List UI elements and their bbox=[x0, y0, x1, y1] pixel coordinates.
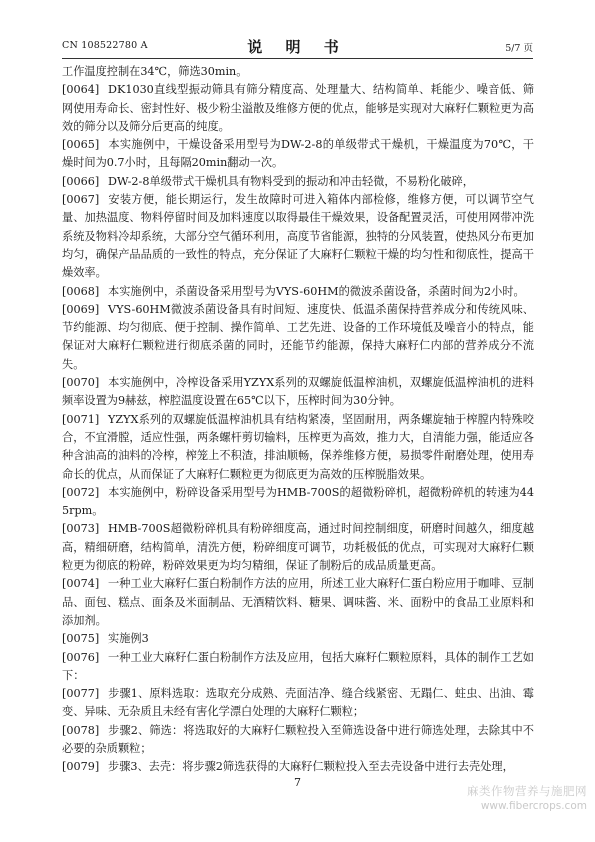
paragraph bbox=[62, 81, 534, 136]
paragraph bbox=[62, 63, 534, 81]
paragraph bbox=[62, 374, 534, 411]
paragraph-number: [0069] bbox=[62, 302, 100, 316]
paragraph-text: YZYX系列的双螺旋低温榨油机具有结构紧凑，坚固耐用，两条螺旋轴于榨膛内特殊咬合，不宜滑膛，适应性强，两条螺杆剪切输料，压榨更为高效，推力大，自清能力强，能适应各种含油高的油料的冷榨，榨笼上不积渣，排油顺畅，保养维修方便，易损零件耐磨处理，使用寿命长的优点，从而保证了大麻籽仁颗粒更为彻底更为高效的压榨脱脂效果。 bbox=[62, 412, 534, 481]
paragraph-number: [0068] bbox=[62, 284, 100, 298]
paragraph bbox=[62, 283, 534, 301]
paragraph bbox=[62, 520, 534, 575]
paragraph bbox=[62, 301, 534, 374]
paragraph bbox=[62, 722, 534, 759]
paragraph-text: 一种工业大麻籽仁蛋白粉制作方法及应用，包括大麻籽仁颗粒原料，具体的制作工艺如下： bbox=[62, 650, 534, 682]
paragraph-text: 一种工业大麻籽仁蛋白粉制作方法的应用，所述工业大麻籽仁蛋白粉应用于咖啡、豆制品、面包、糕点、面条及米面制品、无酒精饮料、糖果、调味酱、米、面粉中的食品工业原料和添加剂。 bbox=[62, 577, 534, 627]
paragraph bbox=[62, 484, 534, 521]
site-watermark bbox=[467, 784, 587, 814]
paragraph-number: [0076] bbox=[62, 650, 100, 664]
paragraph bbox=[62, 758, 534, 776]
paragraph bbox=[62, 575, 534, 630]
paragraph-number: [0077] bbox=[62, 687, 100, 701]
paragraph-number: [0065] bbox=[62, 138, 100, 152]
page-indicator: 5/7 页 bbox=[505, 43, 533, 54]
paragraph bbox=[62, 411, 534, 484]
paragraph bbox=[62, 191, 534, 282]
paragraph-number: [0079] bbox=[62, 760, 100, 774]
paragraph-text: 本实施例中，干燥设备采用型号为DW-2-8的单级带式干燥机，干燥温度为70℃，干燥时间为0.7小时，且每隔20min翻动一次。 bbox=[62, 138, 534, 170]
watermark-url: www.fibercrops.com bbox=[480, 800, 587, 812]
document-body bbox=[62, 63, 534, 777]
paragraph-text: 步骤3、去壳：将步骤2筛选获得的大麻籽仁颗粒投入至去壳设备中进行去壳处理， bbox=[108, 760, 514, 774]
paragraph-number: [0071] bbox=[62, 412, 100, 426]
paragraph-number: [0066] bbox=[62, 174, 100, 188]
paragraph-text: DK1030直线型振动筛具有筛分精度高、处理量大、结构简单、耗能少、噪音低、筛网使用寿命长、密封性好、极少粉尘溢散及维修方便的优点，能够是实现对大麻籽仁颗粒更为高效的筛分以及筛分后更高的纯度。 bbox=[62, 83, 534, 133]
paragraph-number: [0070] bbox=[62, 376, 100, 390]
paragraph-number: [0078] bbox=[62, 723, 100, 737]
paragraph-text: VYS-60HM微波杀菌设备具有时间短、速度快、低温杀菌保持营养成分和传统风味、节约能源、均匀彻底、便于控制、操作简单、工艺先进、设备的工作环境低及噪音小的特点，能保证对大麻籽仁颗粒进行彻底杀菌的同时，还能节约能源，保持大麻籽仁内部的营养成分不流失。 bbox=[62, 302, 534, 371]
paragraph-text: 实施例3 bbox=[108, 632, 149, 646]
paragraph bbox=[62, 685, 534, 722]
paragraph bbox=[62, 649, 534, 686]
paragraph-number: [0072] bbox=[62, 485, 100, 499]
paragraph bbox=[62, 136, 534, 173]
paragraph-text: 本实施例中，杀菌设备采用型号为VYS-60HM的微波杀菌设备，杀菌时间为2小时。 bbox=[108, 284, 525, 298]
paragraph-text: DW-2-8单级带式干燥机具有物料受到的振动和冲击轻微，不易粉化破碎， bbox=[108, 174, 474, 188]
paragraph-text: 工作温度控制在34℃，筛选30min。 bbox=[62, 65, 248, 78]
paragraph bbox=[62, 173, 534, 191]
paragraph-number: [0074] bbox=[62, 577, 100, 591]
document-title: 说 明 书 bbox=[247, 38, 348, 56]
paragraph-number: [0073] bbox=[62, 522, 100, 536]
page-number: 7 bbox=[294, 776, 301, 789]
header-divider bbox=[62, 58, 533, 59]
paragraph-number: [0064] bbox=[62, 83, 100, 97]
watermark-name: 麻类作物营养与施肥网 bbox=[467, 784, 587, 798]
paragraph-text: 本实施例中，冷榨设备采用YZYX系列的双螺旋低温榨油机，双螺旋低温榨油机的进料频率设置为9赫兹，榨腔温度设置在65℃以下，压榨时间为30分钟。 bbox=[62, 376, 534, 408]
paragraph-text: 安装方便，能长期运行，发生故障时可进入箱体内部检修，维修方便，可以调节空气量、加热温度、物料停留时间及加料速度以取得最佳干燥效果，设备配置灵活，可使用网带冲洗系统及物料冷却系统，大部分空气循环利用，高度节省能源，独特的分风装置，使热风分布更加均匀，确保产品品质的一致性的特点，充分保证了大麻籽仁颗粒干燥的均匀性和彻底性，提高干燥效率。 bbox=[62, 193, 534, 280]
paragraph-text: 本实施例中，粉碎设备采用型号为HMB-700S的超微粉碎机，超微粉碎机的转速为445rpm。 bbox=[62, 485, 534, 518]
paragraph-number: [0067] bbox=[62, 193, 100, 207]
patent-number: CN 108522780 A bbox=[62, 40, 148, 51]
paragraph bbox=[62, 630, 534, 648]
paragraph-text: 步骤2、筛选：将选取好的大麻籽仁颗粒投入至筛选设备中进行筛选处理，去除其中不必要的杂质颗粒； bbox=[62, 723, 534, 755]
paragraph-text: HMB-700S超微粉碎机具有粉碎细度高，通过时间控制细度，研磨时间越久，细度越高，精细研磨，结构简单，清洗方便，粉碎细度可调节，功耗极低的优点，可实现对大麻籽仁颗粒更为彻底的粉碎，粉碎效果更为均匀精细，保证了制粉后的成品质量更高。 bbox=[62, 522, 534, 573]
paragraph-text: 步骤1、原料选取：选取充分成熟、壳面洁净、缝合线紧密、无蹋仁、蛀虫、出油、霉变、异味、无杂质且未经有害化学漂白处理的大麻籽仁颗粒； bbox=[62, 687, 534, 719]
page-header bbox=[62, 36, 533, 56]
paragraph-number: [0075] bbox=[62, 632, 100, 646]
